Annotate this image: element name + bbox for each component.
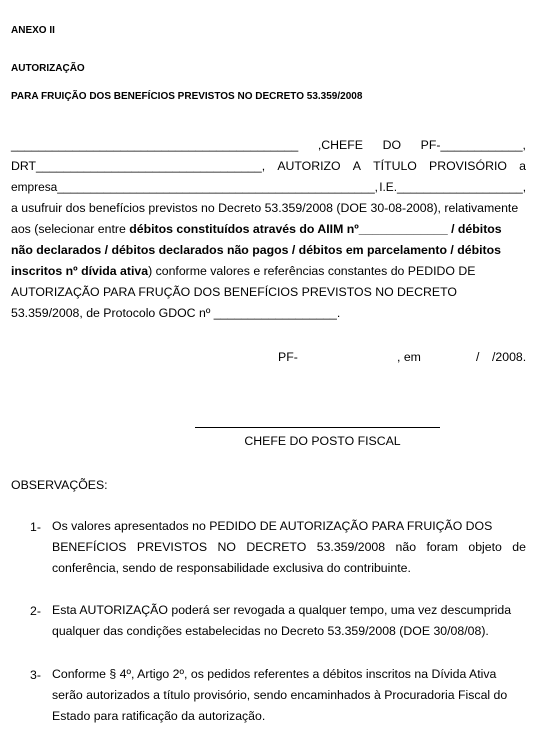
body-line-3 bbox=[11, 177, 526, 198]
dateline-year: /2008. bbox=[492, 350, 527, 364]
body-line-9: 53.359/2008, de Protocolo GDOC nº __________________. bbox=[11, 306, 341, 320]
observation-1-line-1: Os valores apresentados no PEDIDO DE AUTORIZAÇÃO PARA FRUIÇÃO DOS bbox=[52, 519, 493, 533]
dateline-slash: / bbox=[476, 350, 480, 364]
observation-1-line-3: conferência, sendo de responsabilidade exclusiva do contribuinte. bbox=[52, 561, 411, 575]
drt-blank-field[interactable]: DRT_________________________________, bbox=[11, 159, 266, 173]
observation-3-line-1: Conforme § 4º, Artigo 2º, os pedidos referentes a débitos inscritos na Dívida Ativa bbox=[52, 667, 497, 681]
observation-3-line-2: serão autorizados a título provisório, sendo encaminhados à Procuradoria Fiscal do bbox=[52, 688, 508, 702]
body-line-6: não declarados / débitos declarados não pagos / débitos em parcelamento / débitos bbox=[11, 243, 501, 257]
body-line-1: __________________________________________ ,CHEFE DO PF-____________, bbox=[11, 135, 526, 156]
observation-1-number: 1- bbox=[30, 520, 41, 534]
dateline-pf: PF- bbox=[278, 350, 298, 364]
body-line-2: DRT_________________________________, AUTORIZO A TÍTULO PROVISÓRIO a bbox=[11, 156, 526, 177]
name-blank-field[interactable]: __________________________________________ bbox=[11, 138, 299, 152]
body-line-7: inscritos nº dívida ativa) conforme valores e referências constantes do PEDIDO DE bbox=[11, 264, 476, 278]
observation-1-line-2: BENEFÍCIOS PREVISTOS NO DECRETO 53.359/2008 não foram objeto de bbox=[52, 540, 526, 554]
observation-3-line-3: Estado para ratificação da autorização. bbox=[52, 709, 266, 723]
observations-heading: OBSERVAÇÕES: bbox=[11, 478, 108, 492]
observation-2-line-2: qualquer das condições estabelecidas no Decreto 53.359/2008 (DOE 30/08/08). bbox=[52, 624, 489, 638]
observation-2-line-1: Esta AUTORIZAÇÃO poderá ser revogada a qualquer tempo, uma vez descumprida bbox=[52, 603, 512, 617]
dateline-em: , em bbox=[397, 350, 421, 364]
empresa-blank-field[interactable]: empresa________________________________________________, bbox=[11, 180, 378, 194]
ie-blank-field[interactable]: I.E.___________________, bbox=[379, 180, 526, 194]
body-line-5: aos (selecionar entre débitos constituídos através do AIIM nº_____________ / débitos bbox=[11, 222, 502, 236]
signature-label: CHEFE DO POSTO FISCAL bbox=[244, 434, 401, 448]
observation-3-number: 3- bbox=[30, 668, 41, 682]
document-title: AUTORIZAÇÃO bbox=[11, 63, 85, 74]
observation-2-number: 2- bbox=[30, 604, 41, 618]
body-line-8: AUTORIZAÇÃO PARA FRUÇÃO DOS BENEFÍCIOS PREVISTOS NO DECRETO bbox=[11, 285, 457, 299]
signature-line bbox=[195, 427, 440, 428]
document-subtitle: PARA FRUIÇÃO DOS BENEFÍCIOS PREVISTOS NO DECRETO 53.359/2008 bbox=[11, 91, 363, 102]
annex-label: ANEXO II bbox=[11, 25, 55, 36]
pf-blank-field[interactable]: PF-____________, bbox=[420, 138, 526, 152]
body-line-4: a usufruir dos benefícios previstos no Decreto 53.359/2008 (DOE 30-08-2008), relativamente bbox=[11, 201, 519, 215]
